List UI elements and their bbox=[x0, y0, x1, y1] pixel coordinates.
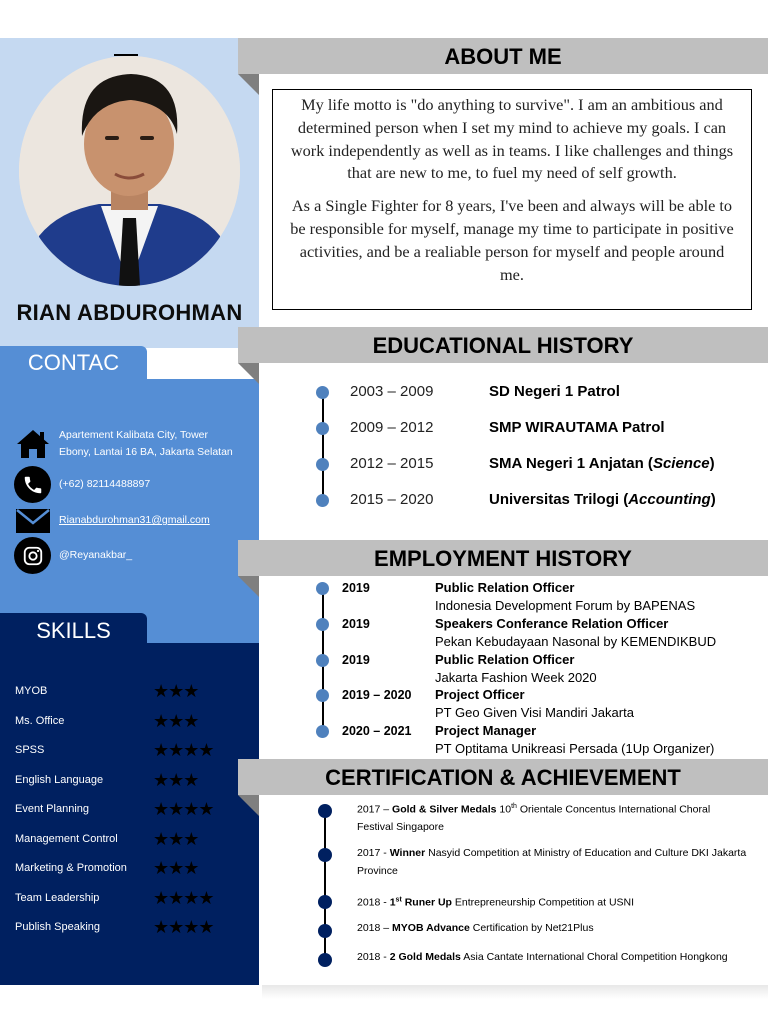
skill-label: Event Planning bbox=[15, 803, 89, 815]
employment-years: 2019 bbox=[342, 581, 370, 595]
about-paragraph-2: As a Single Fighter for 8 years, I've been and always will be able to be responsible for myself, manage my time to participate in positive activities, and be a realiable person for myself and people around me. bbox=[290, 196, 734, 284]
contact-heading-tab: CONTAC bbox=[0, 346, 147, 380]
timeline-dot bbox=[316, 458, 329, 471]
employment-organization: Indonesia Development Forum by BAPENAS bbox=[435, 598, 696, 613]
education-school: SMA Negeri 1 Anjatan (Science) bbox=[489, 455, 715, 472]
cert-ordinal-suffix: st bbox=[395, 896, 402, 903]
education-timeline-line bbox=[322, 392, 324, 502]
about-heading: ABOUT ME bbox=[238, 38, 768, 74]
employment-years: 2019 bbox=[342, 616, 370, 631]
education-years: 2009 – 2012 bbox=[350, 419, 434, 436]
cert-prefix: 2018 - bbox=[357, 896, 390, 909]
cert-highlight-rest: Runer Up bbox=[401, 896, 452, 909]
cert-description: Nasyid Competition at Ministry of Education and Culture DKI Jakarta Province bbox=[357, 847, 747, 877]
skill-label: Ms. Office bbox=[15, 714, 65, 727]
banner-fold bbox=[238, 576, 259, 597]
timeline-dot bbox=[316, 618, 329, 631]
cert-prefix: 2017 - bbox=[357, 847, 390, 859]
cert-highlight: 1 bbox=[389, 896, 396, 909]
skill-row bbox=[15, 711, 245, 731]
rating-stars-icon: ★★★ bbox=[153, 858, 199, 878]
employment-title: Public Relation Officer bbox=[435, 651, 575, 667]
cert-description: Orientale Concentus International Choral Festival Singapore bbox=[357, 803, 711, 833]
employment-organization: Jakarta Fashion Week 2020 bbox=[435, 669, 597, 685]
certification-item bbox=[357, 845, 747, 880]
timeline-dot bbox=[316, 582, 329, 595]
skill-row bbox=[15, 829, 245, 849]
address-line-1: Apartement Kalibata City, Tower bbox=[59, 428, 209, 441]
cert-highlight: Winner bbox=[389, 847, 426, 859]
skill-row bbox=[15, 740, 245, 760]
skill-label: English Language bbox=[15, 773, 104, 786]
education-heading: EDUCATIONAL HISTORY bbox=[238, 327, 768, 363]
profile-photo bbox=[19, 56, 240, 286]
certification-heading: CERTIFICATION & ACHIEVEMENT bbox=[238, 759, 768, 795]
employment-organization: PT Optitama Unikreasi Persada (1Up Organizer) bbox=[435, 741, 715, 757]
timeline-dot bbox=[316, 422, 329, 435]
cert-prefix: 2018 - bbox=[357, 951, 390, 963]
banner-fold bbox=[238, 795, 259, 816]
rating-stars-icon: ★★★ bbox=[153, 681, 199, 701]
instagram-handle: @Reyanakbar_ bbox=[59, 549, 133, 561]
school-major: Science bbox=[652, 455, 710, 472]
instagram-icon bbox=[14, 537, 51, 574]
employment-title: Project Officer bbox=[435, 687, 525, 703]
skill-label: Marketing & Promotion bbox=[15, 862, 127, 874]
banner-fold bbox=[238, 74, 259, 95]
rating-stars-icon: ★★★ bbox=[153, 769, 199, 790]
school-name: SD Negeri 1 Patrol bbox=[489, 383, 620, 400]
education-years: 2012 – 2015 bbox=[350, 455, 434, 472]
cert-prefix: 2017 – bbox=[357, 803, 393, 816]
education-years: 2015 – 2020 bbox=[350, 491, 434, 508]
education-school: Universitas Trilogi (Accounting) bbox=[489, 491, 716, 508]
skill-label: SPSS bbox=[15, 744, 45, 756]
employment-title: Public Relation Officer bbox=[435, 580, 575, 595]
contact-phone bbox=[14, 466, 150, 503]
school-name: SMA Negeri 1 Anjatan bbox=[489, 455, 644, 472]
contact-address bbox=[14, 425, 233, 462]
certification-timeline-line bbox=[324, 811, 326, 961]
rating-stars-icon: ★★★★ bbox=[153, 887, 214, 908]
contact-email-row bbox=[14, 502, 210, 539]
education-years: 2003 – 2009 bbox=[350, 383, 434, 400]
rating-stars-icon: ★★★★ bbox=[153, 740, 214, 760]
skill-label: Team Leadership bbox=[15, 891, 100, 904]
timeline-dot bbox=[318, 895, 332, 909]
skill-label: Publish Speaking bbox=[15, 921, 101, 933]
cert-description: Certification by Net21Plus bbox=[469, 922, 594, 934]
cert-highlight: Gold & Silver Medals bbox=[392, 803, 497, 816]
address-line-2: Ebony, Lantai 16 BA, Jakarta Selatan bbox=[59, 445, 233, 458]
employment-title: Project Manager bbox=[435, 723, 537, 739]
cert-ordinal-suffix: th bbox=[511, 803, 517, 810]
skill-row bbox=[15, 888, 245, 908]
mail-icon bbox=[14, 502, 51, 539]
skill-label: MYOB bbox=[15, 685, 48, 697]
about-text-box bbox=[272, 89, 752, 310]
employment-organization: Pekan Kebudayaan Nasonal by KEMENDIKBUD bbox=[435, 633, 717, 649]
cert-highlight: MYOB Advance bbox=[392, 922, 470, 934]
certification-item bbox=[357, 891, 747, 912]
skill-row bbox=[15, 917, 245, 937]
cert-description: Entrepreneurship Competition at USNI bbox=[451, 896, 635, 909]
timeline-dot bbox=[316, 494, 329, 507]
timeline-dot bbox=[318, 804, 332, 818]
rating-stars-icon: ★★★★ bbox=[153, 799, 214, 819]
skill-label: Management Control bbox=[15, 832, 118, 845]
phone-number: (+62) 82114488897 bbox=[59, 478, 151, 490]
cert-highlight: 2 Gold Medals bbox=[389, 951, 461, 963]
school-name: SMP WIRAUTAMA Patrol bbox=[489, 419, 665, 436]
certification-item bbox=[357, 798, 747, 837]
email-link[interactable]: Rianabdurohman31@gmail.com bbox=[59, 514, 210, 526]
banner-fold bbox=[238, 363, 259, 384]
timeline-dot bbox=[318, 848, 332, 862]
home-icon bbox=[14, 425, 51, 462]
employment-title: Speakers Conferance Relation Officer bbox=[435, 615, 669, 631]
employment-years: 2019 bbox=[342, 652, 370, 667]
phone-icon bbox=[14, 466, 51, 503]
skill-row bbox=[15, 858, 245, 878]
certification-item bbox=[357, 949, 747, 967]
skill-row bbox=[15, 770, 245, 790]
employment-years: 2020 – 2021 bbox=[342, 724, 412, 739]
timeline-dot bbox=[316, 386, 329, 399]
certification-item bbox=[357, 920, 747, 938]
rating-stars-icon: ★★★★ bbox=[153, 917, 214, 937]
page-shadow bbox=[262, 985, 768, 999]
employment-organization: PT Geo Given Visi Mandiri Jakarta bbox=[435, 705, 634, 721]
employment-years: 2019 – 2020 bbox=[342, 688, 412, 703]
skill-row bbox=[15, 681, 245, 701]
timeline-dot bbox=[318, 953, 332, 967]
about-paragraph-1: My life motto is "do anything to survive". I am an ambitious and determined person when I set my mind to achieve my goals. I can work independently as well as in teams. I like challenges and things that are new to me, to fuel my need of self growth. bbox=[290, 95, 734, 183]
timeline-dot bbox=[316, 654, 329, 667]
school-name: Universitas Trilogi bbox=[489, 491, 620, 508]
skill-row bbox=[15, 799, 245, 819]
cert-description: Asia Cantate International Choral Competition Hongkong bbox=[460, 951, 728, 963]
contact-instagram bbox=[14, 537, 132, 574]
school-major: Accounting bbox=[628, 491, 711, 508]
profile-name: RIAN ABDUROHMAN bbox=[16, 300, 243, 325]
skills-heading-tab: SKILLS bbox=[0, 613, 147, 645]
employment-heading: EMPLOYMENT HISTORY bbox=[238, 540, 768, 576]
rating-stars-icon: ★★★ bbox=[153, 710, 199, 731]
education-school bbox=[489, 419, 665, 436]
cert-ordinal-number: 10 bbox=[496, 803, 512, 816]
timeline-dot bbox=[318, 924, 332, 938]
cert-prefix: 2018 – bbox=[357, 922, 393, 934]
education-school bbox=[489, 383, 620, 400]
rating-stars-icon: ★★★ bbox=[153, 828, 199, 849]
